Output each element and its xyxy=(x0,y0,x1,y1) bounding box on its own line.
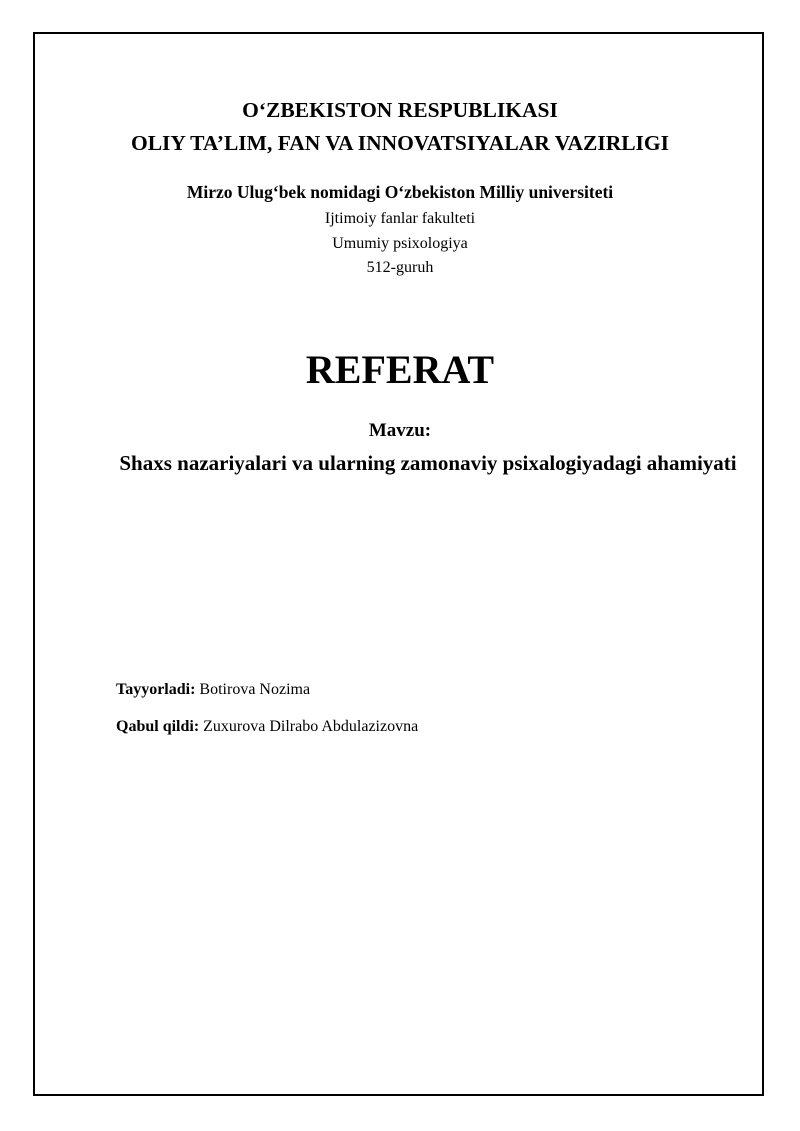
university-name: Mirzo Ulug‘bek nomidagi O‘zbekiston Milliy universiteti xyxy=(186,182,614,202)
received-by-name: Zuxurova Dilrabo Abdulazizovna xyxy=(203,718,419,735)
topic-text: Shaxs nazariyalari va ularning zamonaviy psixalogiyadagi ahamiyati xyxy=(119,451,737,475)
received-by-line xyxy=(116,718,418,736)
department-name: Umumiy psixologiya xyxy=(332,235,468,252)
republic-heading: O‘ZBEKISTON RESPUBLIKASI xyxy=(242,98,558,122)
document-title: REFERAT xyxy=(305,347,495,392)
topic-label: Mavzu: xyxy=(368,420,432,441)
faculty-name: Ijtimoiy fanlar fakulteti xyxy=(324,210,476,227)
received-by-label: Qabul qildi: xyxy=(116,718,200,735)
group-number: 512-guruh xyxy=(366,259,434,276)
prepared-by-name: Botirova Nozima xyxy=(199,681,311,698)
prepared-by-label: Tayyorladi: xyxy=(116,681,196,698)
prepared-by-line xyxy=(116,681,310,699)
ministry-heading: OLIY TA’LIM, FAN VA INNOVATSIYALAR VAZIRLIGI xyxy=(130,131,670,155)
